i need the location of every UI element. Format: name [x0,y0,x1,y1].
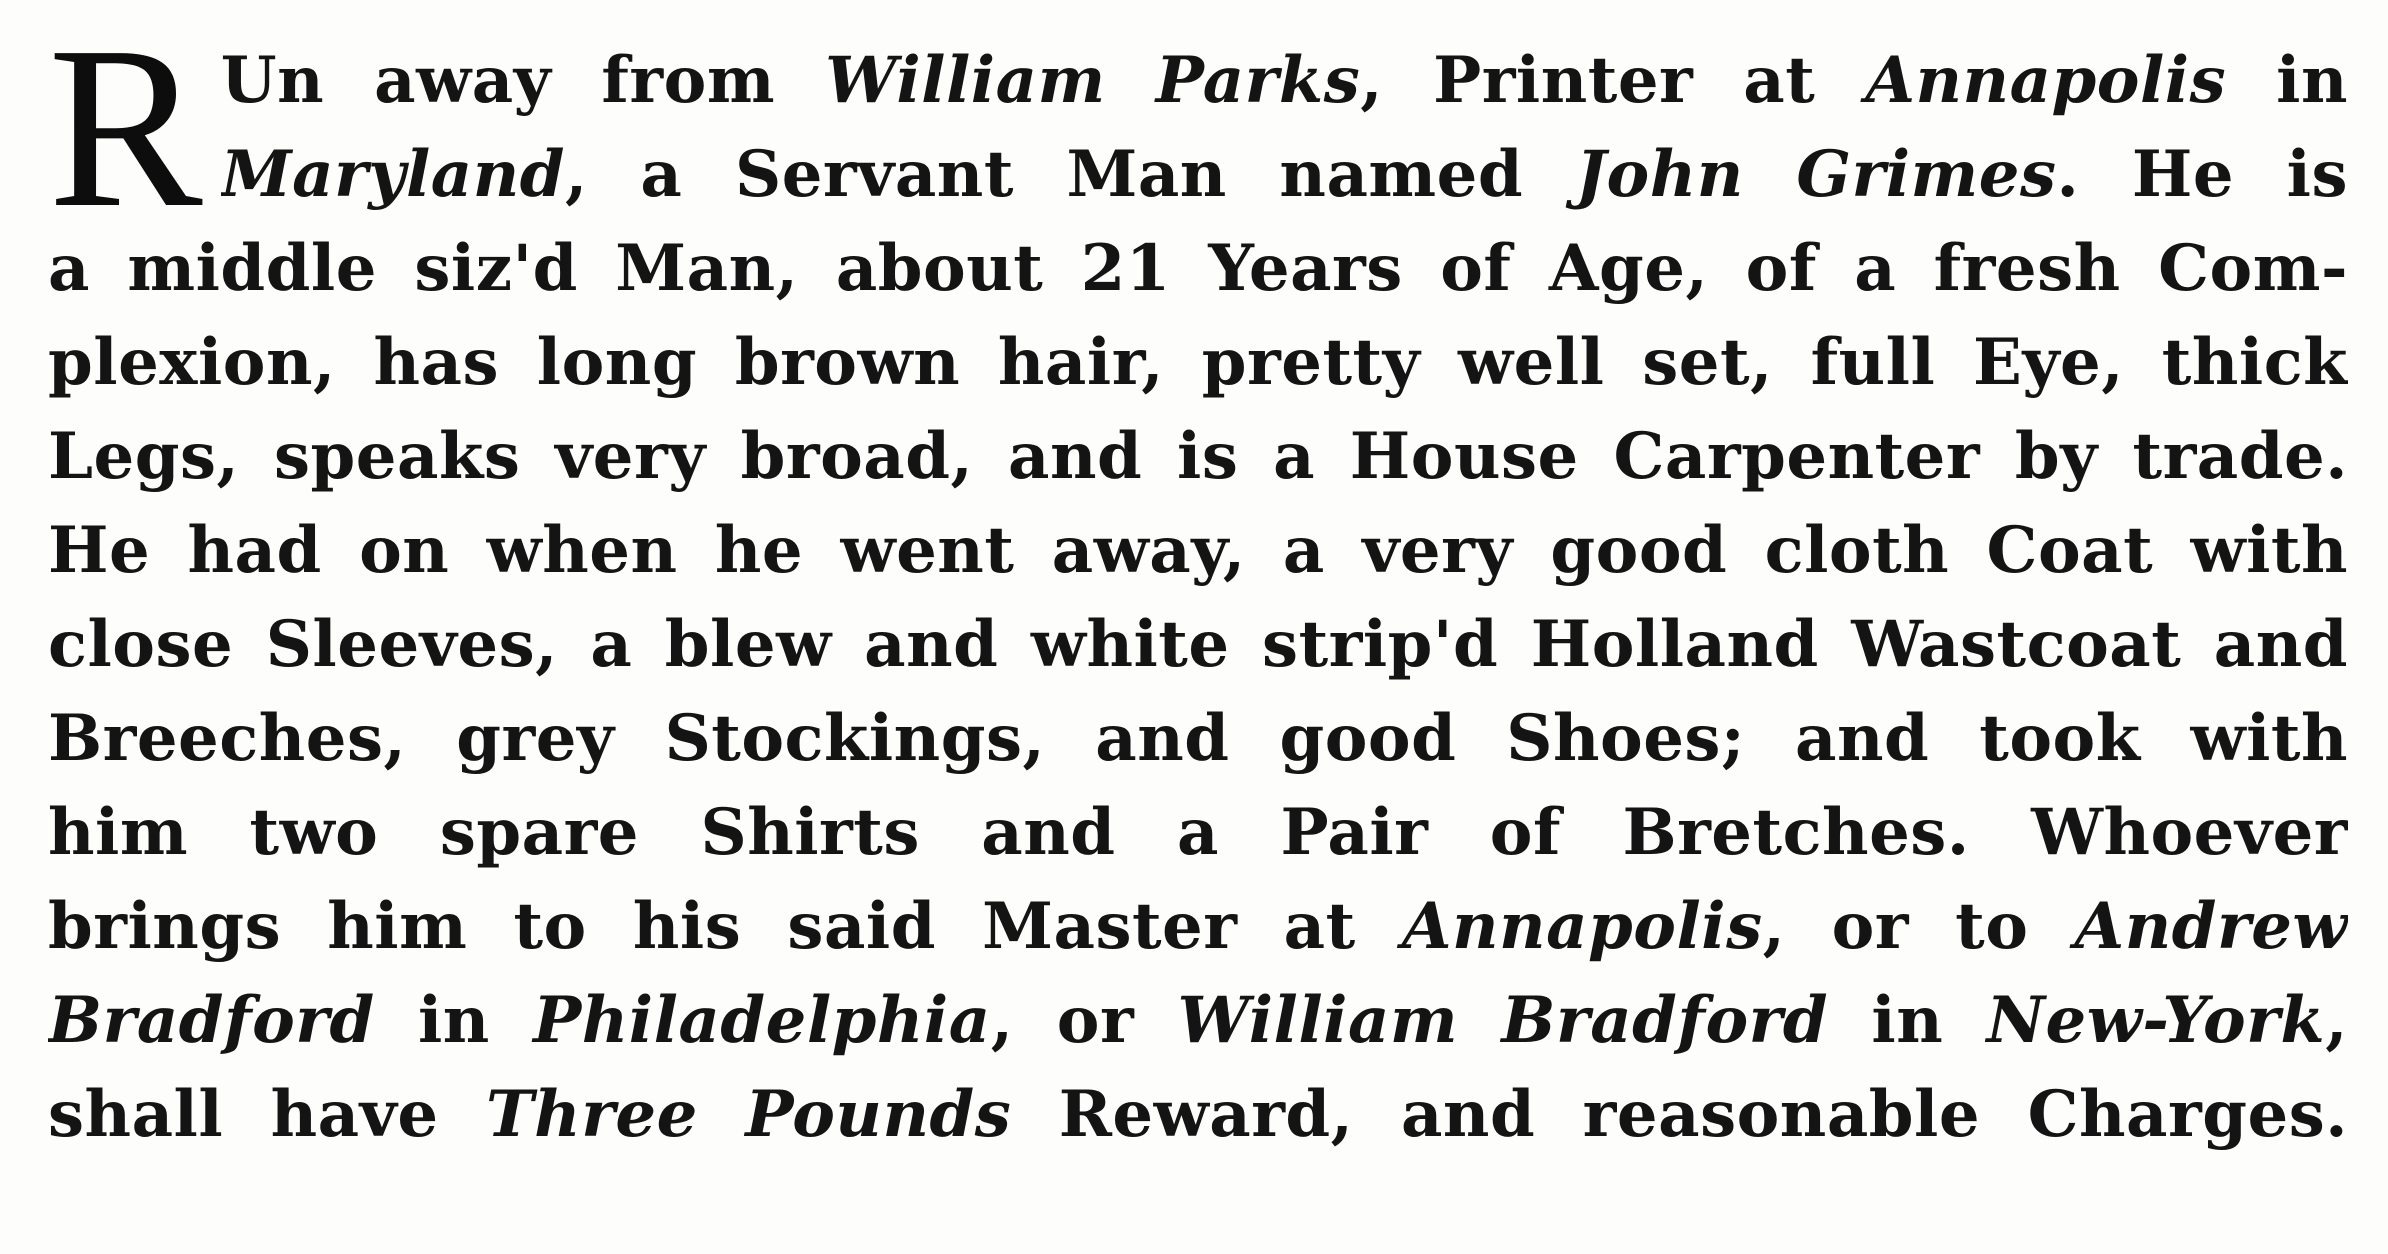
italic-text: Maryland [220,137,566,212]
italic-text: William Bradford [1177,983,1829,1058]
body-text: . He is [2056,137,2348,212]
body-text: He had on when he went away, a very good cloth Coat with [48,513,2348,588]
text-line [48,692,2348,786]
text-line [48,222,2348,316]
body-text: shall have [48,1077,487,1152]
body-text: in [2226,43,2348,118]
body-text: in [374,983,534,1058]
body-text: brings him to his said Master at [48,889,1402,964]
body-text: Un away from [220,43,826,118]
text-line [48,316,2348,410]
body-text: Breeches, grey Stockings, and good Shoes; and took with [48,701,2348,776]
body-text: , Printer at [1360,43,1866,118]
italic-text: New-York [1986,983,2326,1058]
text-line [48,974,2348,1068]
italic-text: William Parks [825,43,1361,118]
body-text: Reward, and reasonable Charges. [1011,1077,2348,1152]
italic-text: Three Pounds [486,1077,1012,1152]
body-text: a middle siz'd Man, about 21 Years of Age, of a fresh Com- [48,231,2348,306]
italic-text: Bradford [48,983,375,1058]
body-text: plexion, has long brown hair, pretty well set, full Eye, thick [48,325,2348,400]
text-line [48,786,2348,880]
text-line [48,880,2348,974]
body-text: close Sleeves, a blew and white strip'd Holland Wastcoat and [48,607,2348,682]
text-line [221,128,2348,222]
drop-cap: R [48,0,203,256]
text-line [48,410,2348,504]
text-line [48,1068,2348,1162]
body-text: , a Servant Man named [565,137,1576,212]
text-line [48,504,2348,598]
italic-text: Annapolis [1401,889,1763,964]
body-text: him two spare Shirts and a Pair of Bretches. Whoever [48,795,2348,870]
text-line [48,598,2348,692]
italic-text: Annapolis [1865,43,2227,118]
body-text: Legs, speaks very broad, and is a House Carpenter by trade. [48,419,2348,494]
runaway-advertisement [48,0,2348,1162]
advertisement-body [48,0,2348,1162]
body-text: , or to [1762,889,2075,964]
body-text: in [1828,983,1987,1058]
text-line [221,34,2348,128]
italic-text: John Grimes [1575,137,2057,212]
italic-text: Philadelphia [533,983,991,1058]
italic-text: Andrew [2074,889,2348,964]
body-text: , [2325,983,2348,1058]
body-text: , or [990,983,1178,1058]
